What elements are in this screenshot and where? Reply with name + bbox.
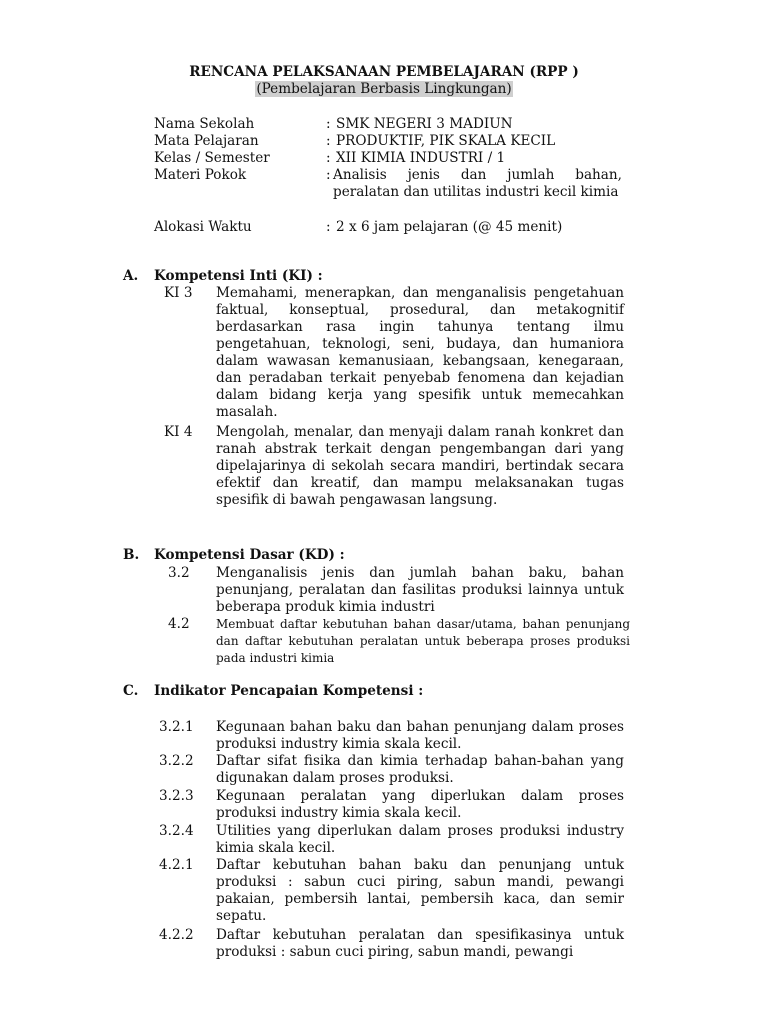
info-colon: : [326,133,331,149]
item-code: 4.2.2 [159,927,194,943]
info-value: 2 x 6 jam pelajaran (@ 45 menit) [336,219,563,235]
info-label: Kelas / Semester [154,150,270,166]
info-label: Alokasi Waktu [154,219,252,235]
info-label: Mata Pelajaran [154,133,259,149]
info-value: Analisis jenis dan jumlah bahan, peralatan dan utilitas industri kecil kimia [333,167,622,200]
document-subtitle-wrap [0,81,768,98]
item-code: 4.2 [168,616,190,632]
info-value: SMK NEGERI 3 MADIUN [336,116,513,132]
info-value: XII KIMIA INDUSTRI / 1 [336,150,506,166]
info-colon: : [326,219,331,235]
item-text: Menganalisis jenis dan jumlah bahan baku, bahan penunjang, peralatan dan fasilitas produksi lainnya untuk beberapa produk kimia industri [216,565,624,615]
info-value: PRODUKTIF, PIK SKALA KECIL [336,133,556,149]
item-code: 4.2.1 [159,857,194,873]
section-title: Kompetensi Inti (KI) : [154,268,323,284]
section-letter: B. [123,547,140,563]
item-code: KI 4 [164,424,193,440]
info-colon: : [326,167,331,183]
item-text: Mengolah, menalar, dan menyaji dalam ranah konkret dan ranah abstrak terkait dengan pengembangan dari yang dipelajarinya di sekolah secara mandiri, bertindak secara efektif dan kreatif, dan mampu melaksanakan tugas spesifik di bawah pengawasan langsung. [216,424,624,508]
item-code: 3.2 [168,565,190,581]
item-code: 3.2.1 [159,719,194,735]
item-text: Memahami, menerapkan, dan menganalisis pengetahuan faktual, konseptual, prosedural, dan metakognitif berdasarkan rasa ingin tahunya tentang ilmu pengetahuan, teknologi, seni, budaya, dan humaniora dalam wawasan kemanusiaan, kebangsaan, kenegaraan, dan peradaban terkait penyebab fenomena dan kejadian dalam bidang kerja yang spesifik untuk memecahkan masalah. [216,285,624,420]
item-text: Kegunaan peralatan yang diperlukan dalam proses produksi industry kimia skala kecil. [216,788,624,821]
section-title: Kompetensi Dasar (KD) : [154,547,345,563]
info-label: Nama Sekolah [154,116,255,132]
item-code: 3.2.3 [159,788,194,804]
document-title: RENCANA PELAKSANAAN PEMBELAJARAN (RPP ) [189,64,579,80]
item-text: Kegunaan bahan baku dan bahan penunjang dalam proses produksi industry kimia skala kecil. [216,719,624,752]
section-letter: C. [123,683,139,699]
item-code: 3.2.2 [159,753,194,769]
item-text: Daftar sifat fisika dan kimia terhadap bahan-bahan yang digunakan dalam proses produksi. [216,753,624,786]
info-colon: : [326,150,331,166]
item-code: KI 3 [164,285,193,301]
item-text: Daftar kebutuhan peralatan dan spesifikasinya untuk produksi : sabun cuci piring, sabun mandi, pewangi [216,927,624,960]
info-label: Materi Pokok [154,167,247,183]
item-code: 3.2.4 [159,823,194,839]
info-colon: : [326,116,331,132]
item-text: Membuat daftar kebutuhan bahan dasar/utama, bahan penunjang dan daftar kebutuhan peralatan untuk beberapa proses produksi pada industri kimia [216,617,630,665]
section-title: Indikator Pencapaian Kompetensi : [154,683,424,699]
item-text: Daftar kebutuhan bahan baku dan penunjang untuk produksi : sabun cuci piring, sabun mandi, pewangi pakaian, pembersih lantai, pembersih kaca, dan semir sepatu. [216,857,624,924]
section-letter: A. [123,268,139,284]
item-text: Utilities yang diperlukan dalam proses produksi industry kimia skala kecil. [216,823,624,856]
document-subtitle: (Pembelajaran Berbasis Lingkungan) [256,81,512,97]
